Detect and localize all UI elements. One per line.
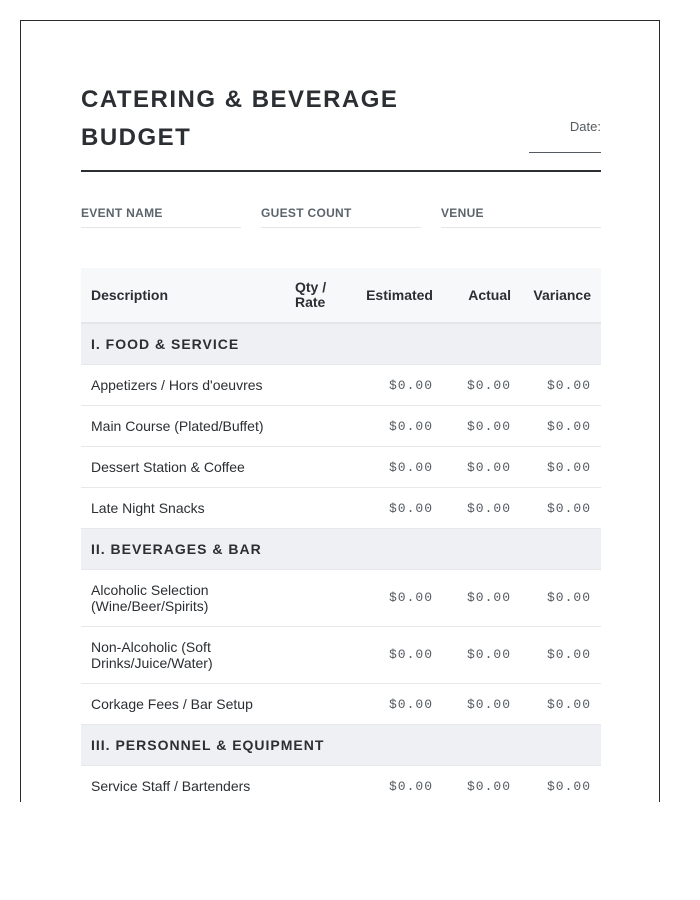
section-title: I. FOOD & SERVICE — [81, 323, 601, 365]
actual-cell[interactable]: $0.00 — [443, 627, 521, 684]
variance-cell: $0.00 — [521, 570, 601, 627]
variance-cell: $0.00 — [521, 766, 601, 803]
title-line-1: CATERING & BEVERAGE — [81, 86, 399, 113]
item-qty-cell[interactable] — [291, 684, 355, 725]
actual-cell[interactable]: $0.00 — [443, 488, 521, 529]
variance-cell: $0.00 — [521, 488, 601, 529]
column-header-description: Description — [81, 268, 291, 323]
event-name-label: EVENT NAME — [81, 206, 163, 220]
document-title — [81, 81, 441, 157]
estimated-cell[interactable]: $0.00 — [355, 406, 443, 447]
date-field[interactable] — [529, 152, 601, 153]
column-header-actual: Actual — [443, 268, 521, 323]
variance-cell: $0.00 — [521, 684, 601, 725]
estimated-cell[interactable]: $0.00 — [355, 447, 443, 488]
qty-header-line-1: Qty / — [295, 279, 327, 295]
item-description: Alcoholic Selection (Wine/Beer/Spirits) — [81, 570, 291, 627]
title-line-2: BUDGET — [81, 124, 192, 151]
item-qty-cell[interactable] — [291, 766, 355, 803]
table-row — [81, 365, 601, 406]
item-description: Service Staff / Bartenders — [81, 766, 291, 803]
item-qty-cell[interactable] — [291, 488, 355, 529]
table-header-row — [81, 268, 601, 323]
estimated-cell[interactable]: $0.00 — [355, 570, 443, 627]
qty-header-line-2: Rate — [295, 294, 326, 310]
date-block — [529, 119, 601, 153]
item-qty-cell[interactable] — [291, 570, 355, 627]
table-row — [81, 406, 601, 447]
section-row-beverages-bar — [81, 529, 601, 570]
document-header — [81, 21, 601, 172]
estimated-cell[interactable]: $0.00 — [355, 488, 443, 529]
item-qty-cell[interactable] — [291, 627, 355, 684]
table-row — [81, 570, 601, 627]
variance-cell: $0.00 — [521, 627, 601, 684]
section-row-food-service — [81, 323, 601, 365]
section-row-personnel-equipment — [81, 725, 601, 766]
event-info-fields — [81, 172, 601, 268]
column-header-qty — [291, 268, 355, 323]
table-row — [81, 766, 601, 803]
venue-label: VENUE — [441, 206, 484, 220]
estimated-cell[interactable]: $0.00 — [355, 365, 443, 406]
event-name-field[interactable] — [81, 204, 241, 228]
item-description: Non-Alcoholic (Soft Drinks/Juice/Water) — [81, 627, 291, 684]
item-qty-cell[interactable] — [291, 447, 355, 488]
item-description: Late Night Snacks — [81, 488, 291, 529]
section-title: III. PERSONNEL & EQUIPMENT — [81, 725, 601, 766]
sheet-content — [81, 21, 601, 802]
estimated-cell[interactable]: $0.00 — [355, 684, 443, 725]
actual-cell[interactable]: $0.00 — [443, 766, 521, 803]
column-header-variance: Variance — [521, 268, 601, 323]
table-row — [81, 447, 601, 488]
variance-cell: $0.00 — [521, 447, 601, 488]
item-description: Appetizers / Hors d'oeuvres — [81, 365, 291, 406]
item-description: Main Course (Plated/Buffet) — [81, 406, 291, 447]
item-qty-cell[interactable] — [291, 406, 355, 447]
actual-cell[interactable]: $0.00 — [443, 406, 521, 447]
variance-cell: $0.00 — [521, 406, 601, 447]
item-qty-cell[interactable] — [291, 365, 355, 406]
estimated-cell[interactable]: $0.00 — [355, 627, 443, 684]
section-title: II. BEVERAGES & BAR — [81, 529, 601, 570]
table-row — [81, 627, 601, 684]
item-description: Corkage Fees / Bar Setup — [81, 684, 291, 725]
budget-table — [81, 268, 601, 802]
actual-cell[interactable]: $0.00 — [443, 684, 521, 725]
venue-field[interactable] — [441, 204, 601, 228]
guest-count-label: GUEST COUNT — [261, 206, 352, 220]
date-label: Date: — [569, 119, 601, 134]
actual-cell[interactable]: $0.00 — [443, 365, 521, 406]
column-header-estimated: Estimated — [355, 268, 443, 323]
actual-cell[interactable]: $0.00 — [443, 570, 521, 627]
item-description: Dessert Station & Coffee — [81, 447, 291, 488]
budget-sheet — [20, 20, 660, 802]
variance-cell: $0.00 — [521, 365, 601, 406]
table-row — [81, 684, 601, 725]
estimated-cell[interactable]: $0.00 — [355, 766, 443, 803]
table-row — [81, 488, 601, 529]
guest-count-field[interactable] — [261, 204, 421, 228]
actual-cell[interactable]: $0.00 — [443, 447, 521, 488]
